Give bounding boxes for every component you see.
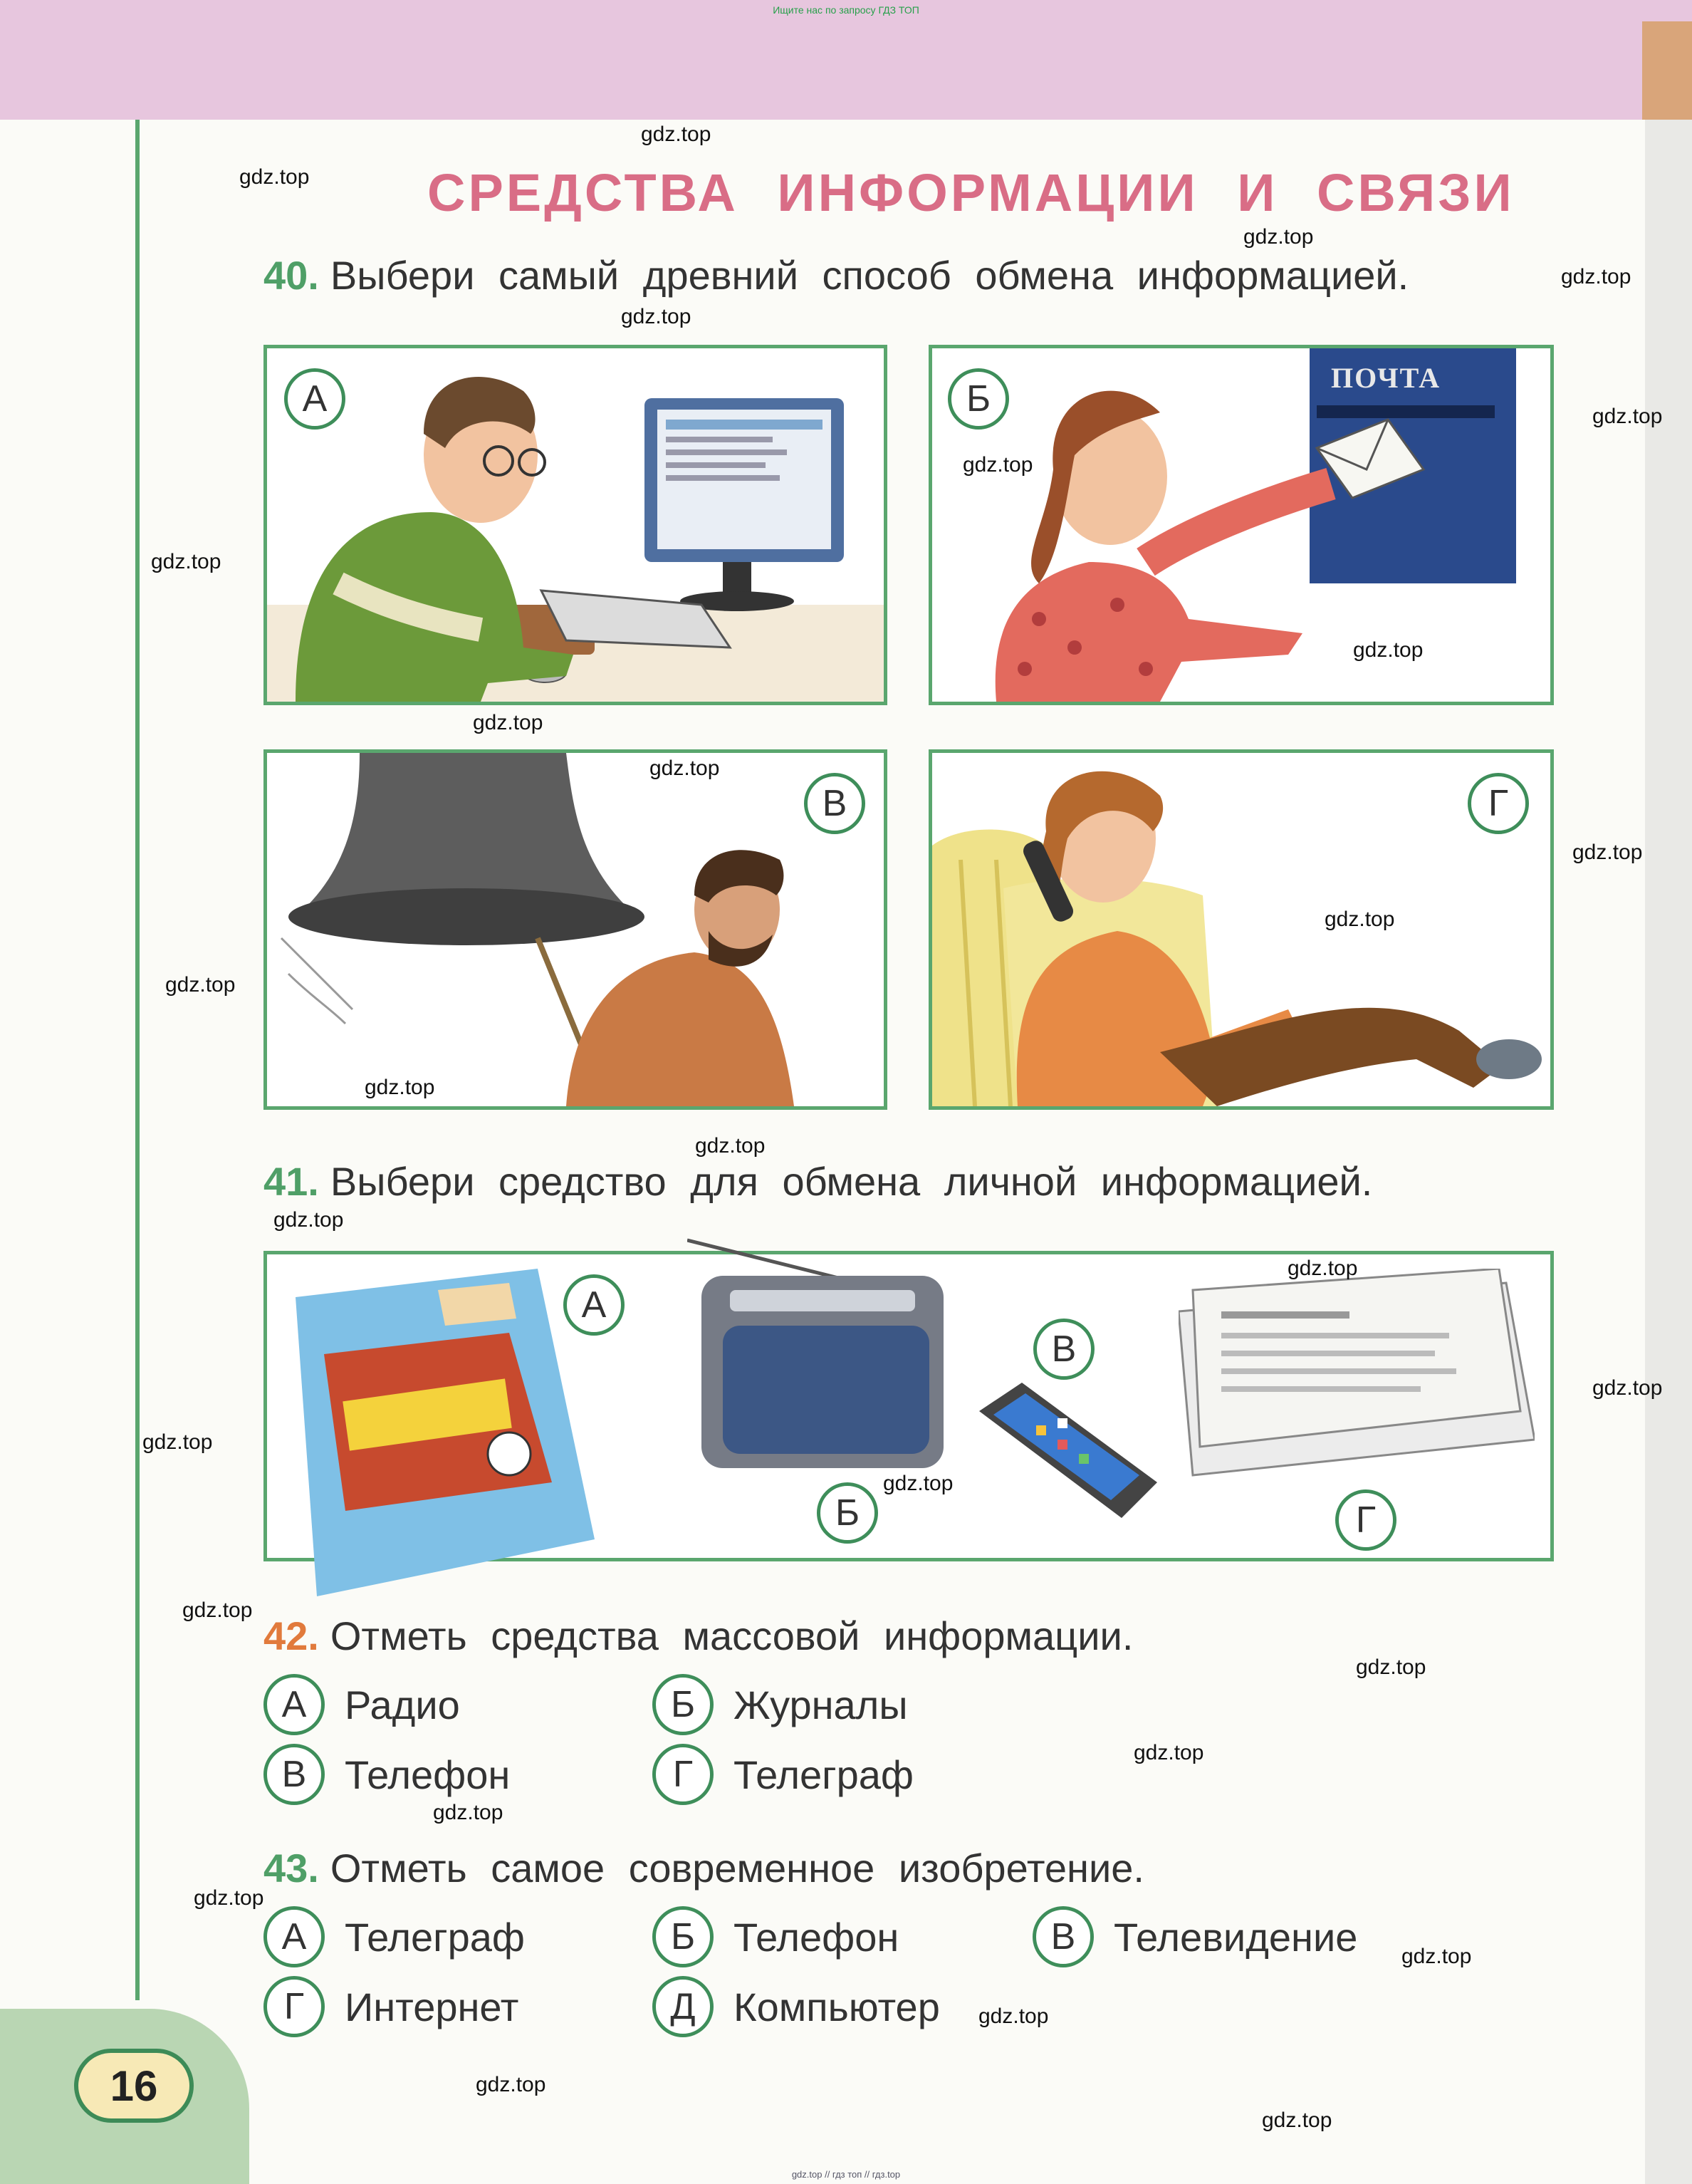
watermark: gdz.top	[1356, 1655, 1426, 1679]
picture-panel-v[interactable]	[263, 749, 887, 1110]
watermark: gdz.top	[365, 1076, 435, 1099]
watermark: gdz.top	[963, 453, 1033, 477]
watermark: gdz.top	[142, 1430, 213, 1454]
task-41	[263, 1158, 1372, 1205]
boy-at-computer-illustration	[267, 348, 884, 702]
watermark: gdz.top	[1592, 405, 1663, 428]
watermark: gdz.top	[1401, 1945, 1472, 1968]
watermark: gdz.top	[1353, 638, 1424, 662]
margin-rule	[135, 120, 140, 2000]
picture-panel-a[interactable]	[263, 345, 887, 705]
watermark: gdz.top	[182, 1598, 253, 1622]
watermark: gdz.top	[641, 123, 711, 146]
option-badge-b[interactable]: Б	[948, 368, 1009, 430]
watermark: gdz.top	[1325, 908, 1395, 931]
header-note: Ищите нас по запросу ГДЗ ТОП	[773, 4, 919, 16]
task-number: 41.	[263, 1159, 319, 1204]
option-label: Радио	[345, 1682, 460, 1727]
option-badge[interactable]: Г	[263, 1976, 325, 2037]
watermark: gdz.top	[473, 711, 543, 734]
task-text: Отметь средства массовой информации.	[330, 1613, 1134, 1658]
watermark: gdz.top	[695, 1134, 766, 1158]
page-edge	[1645, 120, 1692, 2184]
option-label: Телефон	[733, 1914, 899, 1960]
option-badge[interactable]: В	[1033, 1906, 1094, 1967]
option-badge[interactable]: А	[263, 1906, 325, 1967]
watermark: gdz.top	[978, 2004, 1049, 2028]
task-42	[263, 1613, 1133, 1659]
option-label: Телеграф	[345, 1914, 525, 1960]
task-number: 42.	[263, 1613, 319, 1658]
option-b[interactable]	[652, 1906, 899, 1967]
watermark: gdz.top	[1561, 265, 1631, 288]
option-d[interactable]	[652, 1976, 940, 2037]
page-number: 16	[74, 2049, 194, 2123]
option-g[interactable]	[263, 1976, 518, 2037]
watermark: gdz.top	[194, 1886, 264, 1910]
watermark: gdz.top	[165, 973, 236, 997]
option-badge[interactable]: Д	[652, 1976, 714, 2037]
watermark: gdz.top	[883, 1472, 954, 1495]
watermark: gdz.top	[1288, 1257, 1358, 1280]
option-label: Интернет	[345, 1984, 519, 2029]
watermark: gdz.top	[1262, 2108, 1332, 2132]
option-a[interactable]	[263, 1674, 460, 1735]
page-title: СРЕДСТВА ИНФОРМАЦИИ И СВЯЗИ	[427, 163, 1515, 222]
watermark: gdz.top	[1134, 1741, 1204, 1764]
girl-at-mailbox-illustration	[932, 348, 1550, 702]
watermark: gdz.top	[239, 165, 310, 189]
top-color-band	[0, 0, 1692, 120]
page-fold	[1642, 21, 1692, 120]
task-text: Отметь самое современное изобретение.	[330, 1846, 1144, 1891]
items-panel	[263, 1251, 1554, 1561]
option-badge-b[interactable]: Б	[817, 1482, 878, 1544]
watermark: gdz.top	[1243, 225, 1314, 249]
option-label: Телевидение	[1114, 1914, 1358, 1960]
watermark: gdz.top	[1572, 841, 1643, 864]
task-number: 43.	[263, 1846, 319, 1891]
man-ringing-bell-illustration	[267, 753, 884, 1106]
option-badge-v[interactable]: В	[1033, 1319, 1095, 1380]
option-label: Телефон	[345, 1752, 511, 1797]
task-number: 40.	[263, 253, 319, 298]
watermark: gdz.top	[621, 305, 691, 328]
watermark: gdz.top	[476, 2073, 546, 2096]
option-v[interactable]	[1033, 1906, 1357, 1967]
option-label: Журналы	[733, 1682, 908, 1727]
option-badge-a[interactable]: А	[563, 1274, 625, 1336]
watermark: gdz.top	[649, 756, 720, 780]
option-badge[interactable]: Г	[652, 1744, 714, 1805]
footer-note: gdz.top // гдз топ // гдз.top	[791, 2169, 901, 2180]
option-badge[interactable]: Б	[652, 1906, 714, 1967]
option-badge-g[interactable]: Г	[1468, 773, 1529, 834]
option-badge[interactable]: Б	[652, 1674, 714, 1735]
picture-panel-b[interactable]	[929, 345, 1554, 705]
option-a[interactable]	[263, 1906, 525, 1967]
mobile-phone-icon[interactable]	[979, 1383, 1157, 1525]
watermark: gdz.top	[433, 1801, 503, 1824]
boy-on-phone-illustration	[932, 753, 1550, 1106]
radio-icon[interactable]	[687, 1233, 951, 1482]
option-badge-a[interactable]: А	[284, 368, 345, 430]
task-text: Выбери средство для обмена личной информацией.	[330, 1159, 1373, 1204]
task-40	[263, 252, 1409, 298]
option-label: Компьютер	[733, 1984, 940, 2029]
task-43	[263, 1845, 1144, 1891]
mailbox-sign: ПОЧТА	[1331, 362, 1441, 394]
option-v[interactable]	[263, 1744, 510, 1805]
task-text: Выбери самый древний способ обмена информацией.	[330, 253, 1409, 298]
option-badge[interactable]: В	[263, 1744, 325, 1805]
encyclopedia-book-icon[interactable]	[296, 1269, 602, 1596]
option-badge-g[interactable]: Г	[1335, 1489, 1396, 1551]
option-badge[interactable]: А	[263, 1674, 325, 1735]
watermark: gdz.top	[151, 550, 221, 573]
option-b[interactable]	[652, 1674, 908, 1735]
option-g[interactable]	[652, 1744, 914, 1805]
newspapers-icon[interactable]	[1179, 1269, 1535, 1482]
watermark: gdz.top	[273, 1208, 344, 1232]
option-label: Телеграф	[733, 1752, 914, 1797]
picture-panel-g[interactable]	[929, 749, 1554, 1110]
option-badge-v[interactable]: В	[804, 773, 865, 834]
watermark: gdz.top	[1592, 1376, 1663, 1400]
